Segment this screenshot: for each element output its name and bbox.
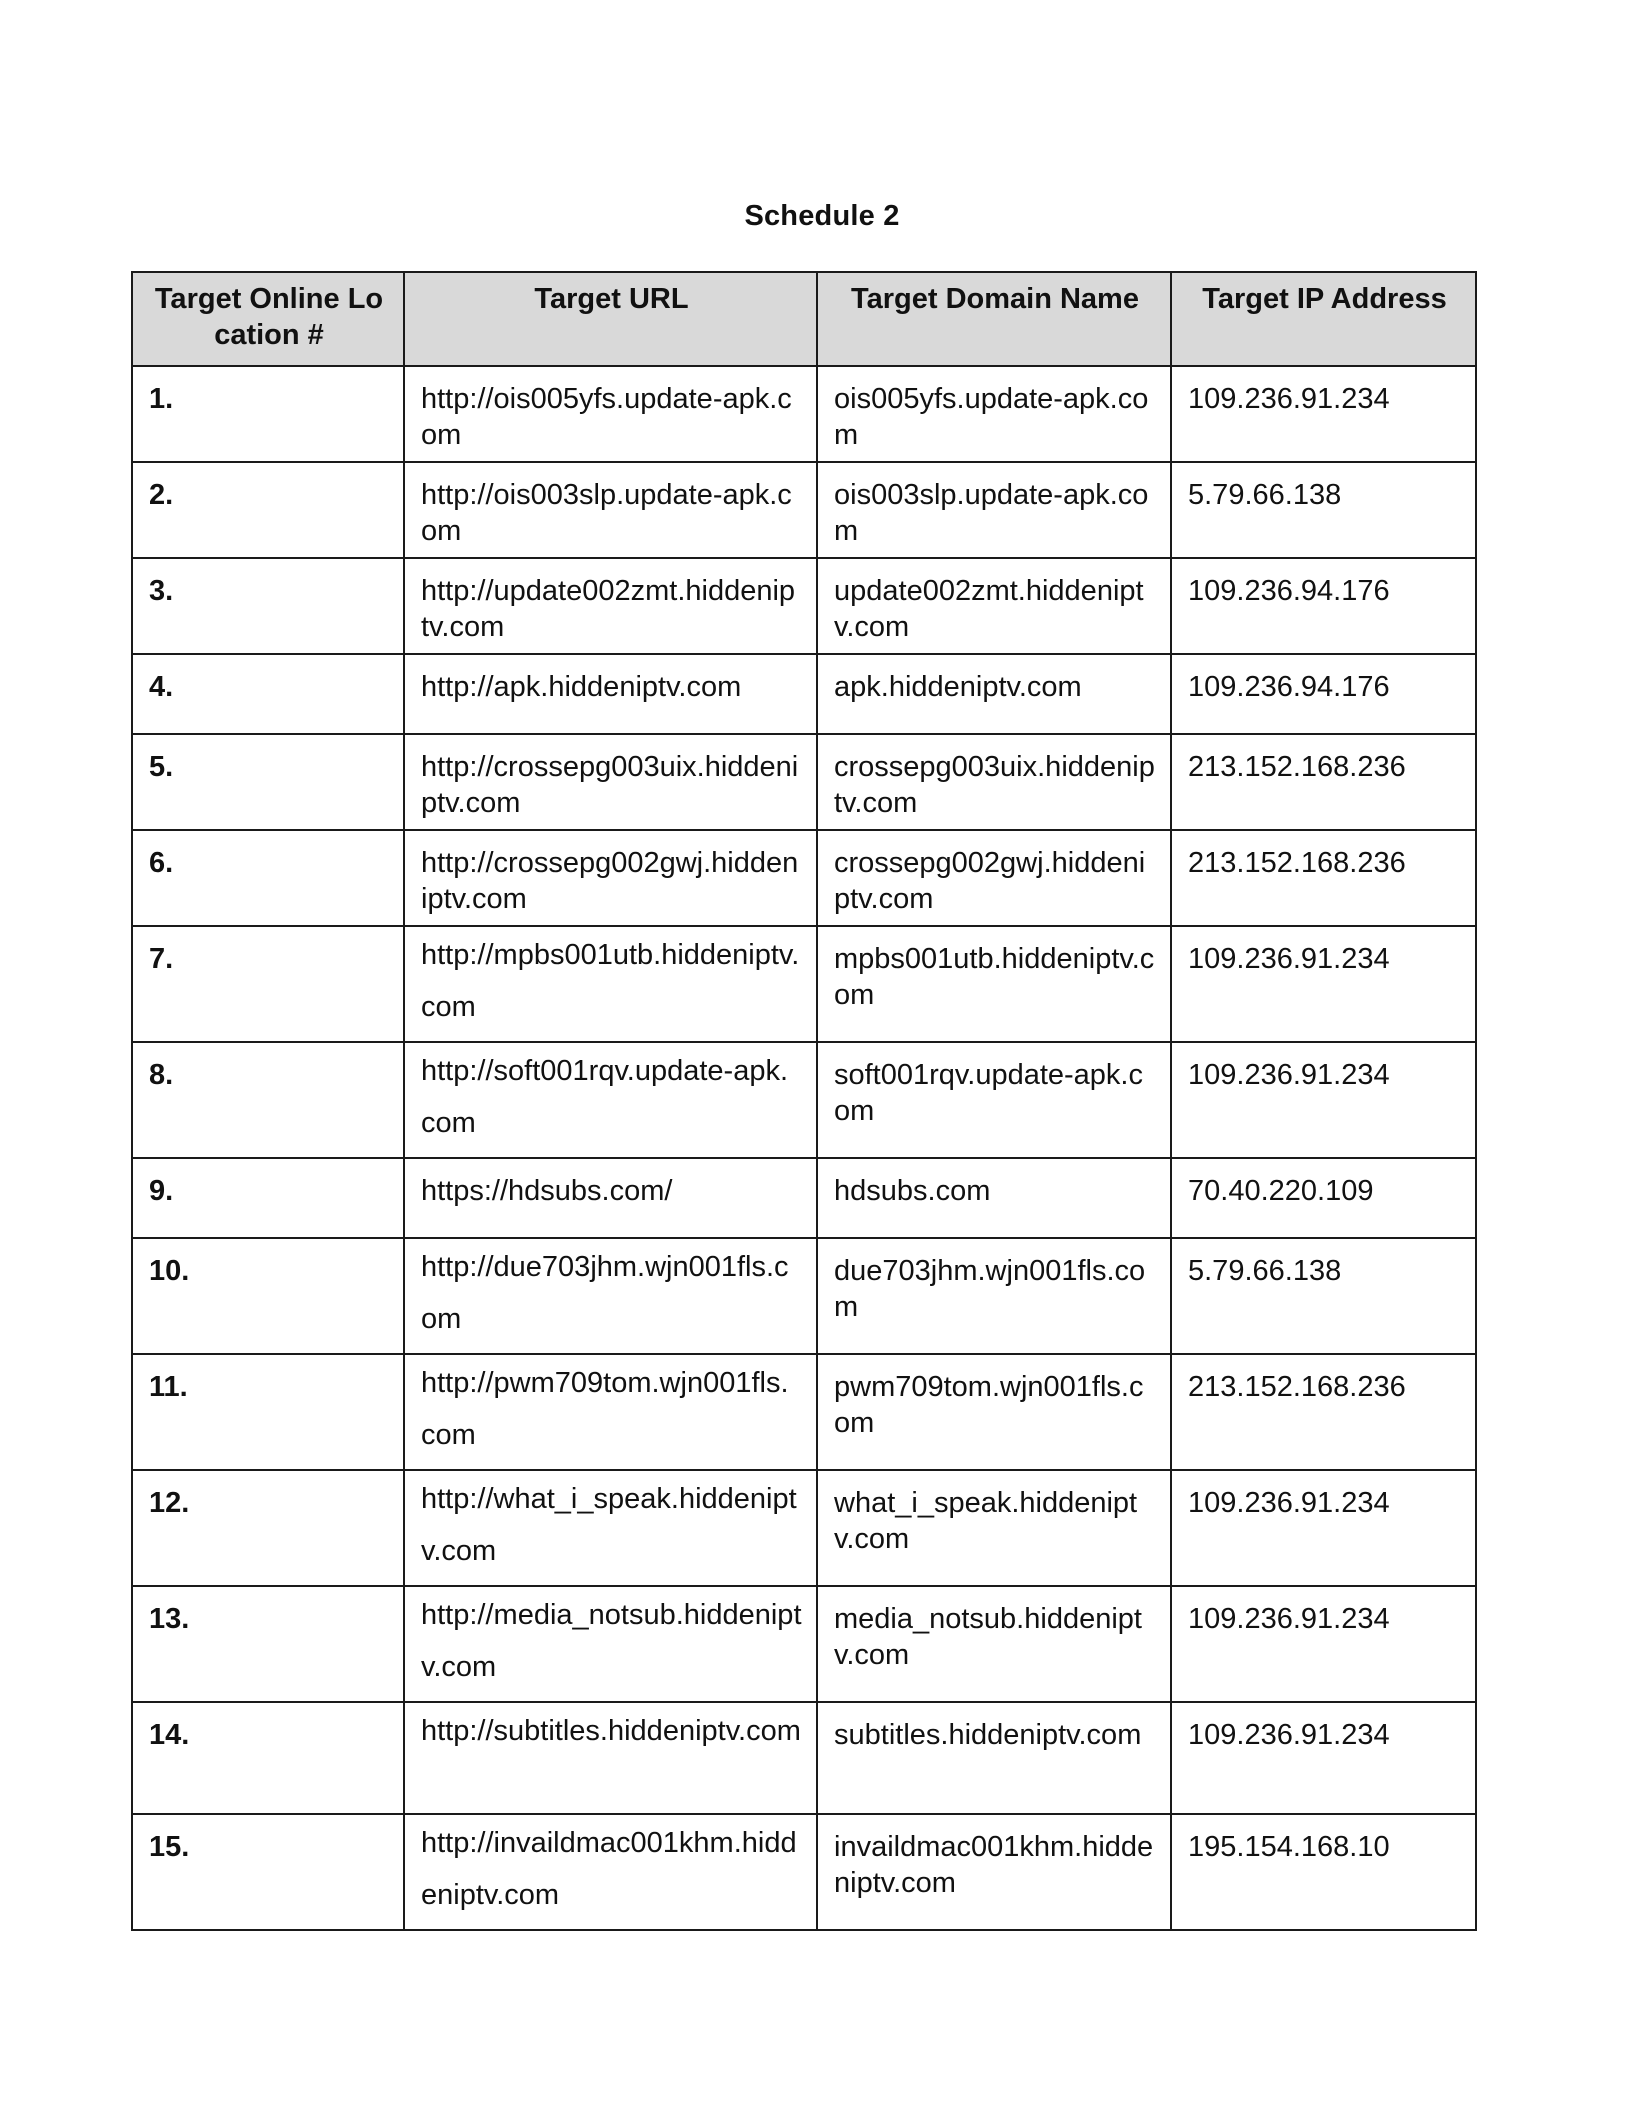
row-domain: invaildmac001khm.hiddeniptv.com: [817, 1814, 1171, 1930]
row-number: 9.: [132, 1158, 404, 1238]
row-url: http://update002zmt.hiddeniptv.com: [404, 558, 817, 654]
row-ip: 213.152.168.236: [1171, 1354, 1476, 1470]
table-row: [132, 830, 1476, 926]
header-target-domain: Target Domain Name: [817, 272, 1171, 366]
row-number: 11.: [132, 1354, 404, 1470]
row-url: http://media_notsub.hiddeniptv.com: [404, 1586, 817, 1702]
row-ip: 109.236.94.176: [1171, 654, 1476, 734]
row-ip: 213.152.168.236: [1171, 830, 1476, 926]
row-domain: what_i_speak.hiddeniptv.com: [817, 1470, 1171, 1586]
row-ip: 70.40.220.109: [1171, 1158, 1476, 1238]
row-domain: update002zmt.hiddeniptv.com: [817, 558, 1171, 654]
row-number: 4.: [132, 654, 404, 734]
row-url: http://pwm709tom.wjn001fls.com: [404, 1354, 817, 1470]
row-number: 3.: [132, 558, 404, 654]
row-url: http://what_i_speak.hiddeniptv.com: [404, 1470, 817, 1586]
row-number: 5.: [132, 734, 404, 830]
row-url: http://ois003slp.update-apk.com: [404, 462, 817, 558]
row-number: 8.: [132, 1042, 404, 1158]
row-domain: media_notsub.hiddeniptv.com: [817, 1586, 1171, 1702]
row-domain: soft001rqv.update-apk.com: [817, 1042, 1171, 1158]
table-row: [132, 366, 1476, 462]
row-ip: 109.236.91.234: [1171, 366, 1476, 462]
header-target-url: Target URL: [404, 272, 817, 366]
table-row: [132, 1042, 1476, 1158]
row-number: 7.: [132, 926, 404, 1042]
table-row: [132, 1702, 1476, 1814]
row-domain: crossepg003uix.hiddeniptv.com: [817, 734, 1171, 830]
row-domain: ois003slp.update-apk.com: [817, 462, 1171, 558]
table-row: [132, 734, 1476, 830]
row-number: 12.: [132, 1470, 404, 1586]
row-ip: 5.79.66.138: [1171, 462, 1476, 558]
row-url: http://ois005yfs.update-apk.com: [404, 366, 817, 462]
row-ip: 195.154.168.10: [1171, 1814, 1476, 1930]
row-domain: hdsubs.com: [817, 1158, 1171, 1238]
header-target-ip: Target IP Address: [1171, 272, 1476, 366]
row-url: http://crossepg002gwj.hiddeniptv.com: [404, 830, 817, 926]
table-header-row: [132, 272, 1476, 366]
table-row: [132, 1814, 1476, 1930]
targets-table: [131, 271, 1477, 1931]
row-number: 6.: [132, 830, 404, 926]
header-location-number: Target Online Location #: [132, 272, 404, 366]
row-ip: 109.236.91.234: [1171, 1702, 1476, 1814]
row-url: http://apk.hiddeniptv.com: [404, 654, 817, 734]
row-domain: pwm709tom.wjn001fls.com: [817, 1354, 1171, 1470]
row-ip: 213.152.168.236: [1171, 734, 1476, 830]
row-url: https://hdsubs.com/: [404, 1158, 817, 1238]
row-domain: subtitles.hiddeniptv.com: [817, 1702, 1171, 1814]
row-domain: crossepg002gwj.hiddeniptv.com: [817, 830, 1171, 926]
row-ip: 109.236.91.234: [1171, 926, 1476, 1042]
row-ip: 109.236.91.234: [1171, 1042, 1476, 1158]
row-domain: ois005yfs.update-apk.com: [817, 366, 1171, 462]
table-row: [132, 1354, 1476, 1470]
row-url: http://subtitles.hiddeniptv.com: [404, 1702, 817, 1814]
row-ip: 109.236.91.234: [1171, 1470, 1476, 1586]
row-domain: apk.hiddeniptv.com: [817, 654, 1171, 734]
row-number: 14.: [132, 1702, 404, 1814]
row-number: 2.: [132, 462, 404, 558]
page-title: Schedule 2: [744, 200, 900, 232]
table-row: [132, 654, 1476, 734]
row-url: http://invaildmac001khm.hiddeniptv.com: [404, 1814, 817, 1930]
row-number: 1.: [132, 366, 404, 462]
row-ip: 109.236.91.234: [1171, 1586, 1476, 1702]
table-row: [132, 1238, 1476, 1354]
table-row: [132, 1158, 1476, 1238]
row-ip: 109.236.94.176: [1171, 558, 1476, 654]
table-row: [132, 926, 1476, 1042]
row-domain: due703jhm.wjn001fls.com: [817, 1238, 1171, 1354]
table-row: [132, 462, 1476, 558]
table-row: [132, 558, 1476, 654]
row-number: 10.: [132, 1238, 404, 1354]
table-row: [132, 1470, 1476, 1586]
row-url: http://crossepg003uix.hiddeniptv.com: [404, 734, 817, 830]
row-ip: 5.79.66.138: [1171, 1238, 1476, 1354]
row-url: http://soft001rqv.update-apk.com: [404, 1042, 817, 1158]
row-number: 13.: [132, 1586, 404, 1702]
row-url: http://due703jhm.wjn001fls.com: [404, 1238, 817, 1354]
row-url: http://mpbs001utb.hiddeniptv.com: [404, 926, 817, 1042]
row-domain: mpbs001utb.hiddeniptv.com: [817, 926, 1171, 1042]
row-number: 15.: [132, 1814, 404, 1930]
table-row: [132, 1586, 1476, 1702]
